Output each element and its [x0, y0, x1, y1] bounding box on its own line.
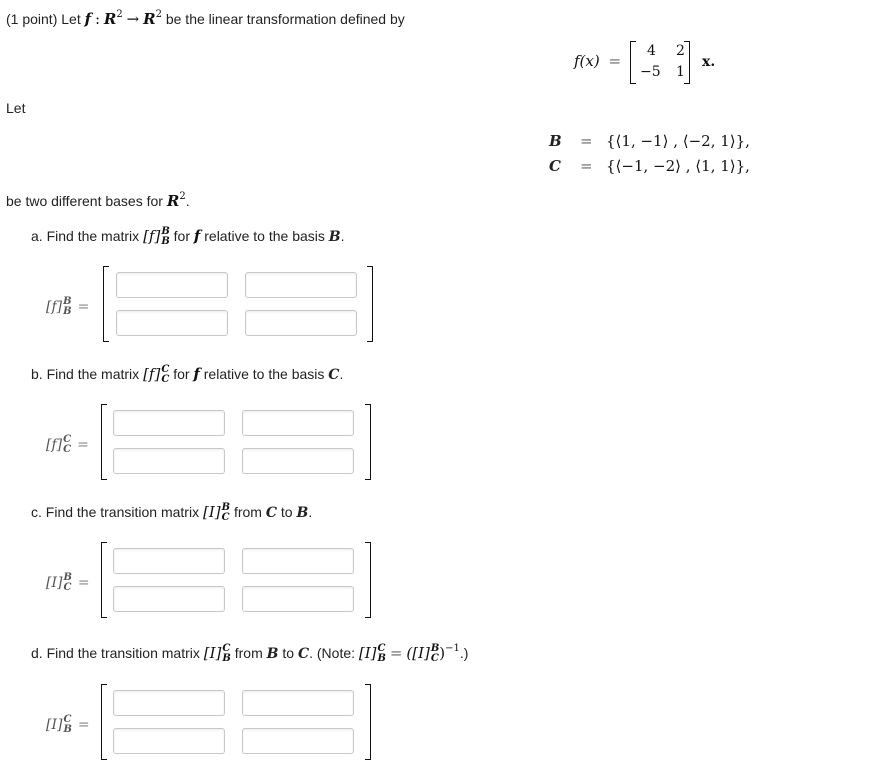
part-d-sub: B [222, 653, 231, 665]
definition-m11: 4 [647, 43, 656, 59]
part-b-letter: b. [31, 366, 43, 382]
part-b-text-after: relative to the basis [203, 366, 325, 382]
definition-eq: = [608, 52, 622, 70]
part-c-text-before: Find the transition matrix [45, 504, 200, 520]
part-d-question [31, 644, 468, 664]
part-d-text-mid: from [234, 645, 263, 661]
part-d-label-sym: [I] [46, 717, 63, 733]
part-b-text-before: Find the matrix [46, 366, 140, 382]
intro-arrow: → [126, 10, 140, 28]
part-d-input-r1c1[interactable] [113, 690, 225, 716]
intro-suffix: be the linear transformation defined by [165, 11, 405, 27]
part-d-input-r1c2[interactable] [242, 690, 354, 716]
definition-m12: 2 [676, 43, 685, 59]
part-c-input-r2c1[interactable] [113, 586, 225, 612]
part-a-f: f [193, 227, 201, 245]
basis-B-name: B [549, 132, 562, 150]
part-c-sub: C [221, 512, 230, 524]
part-a-label-eq: = [77, 299, 90, 315]
part-c-label-sub: C [63, 582, 72, 593]
intro-R1: R [103, 10, 117, 28]
bases-text-R: R [166, 192, 180, 210]
intro-prefix: (1 point) Let [6, 11, 81, 27]
part-d-note-lhs-sup: C [377, 643, 386, 655]
bases-text-prefix: be two different bases for [6, 193, 163, 209]
part-c-from: C [265, 505, 277, 521]
part-d-label-sub: B [63, 724, 72, 735]
part-d-letter: d. [31, 645, 43, 661]
bases-text-suffix: . [185, 193, 190, 209]
definition-lhs: f(x) [574, 52, 600, 70]
part-d-from: B [266, 646, 279, 662]
definition-rhs: x. [702, 54, 716, 70]
part-d-sup: C [222, 643, 231, 655]
part-a-matrix [103, 266, 373, 342]
part-b-bracket-left [101, 404, 107, 480]
bases-text [6, 192, 190, 210]
part-c-question [31, 503, 312, 523]
basis-B-value: {⟨1, −1⟩ , ⟨−2, 1⟩}, [606, 132, 750, 150]
part-b-sub: C [161, 374, 170, 386]
definition [574, 52, 625, 70]
part-d-input-r2c2[interactable] [242, 728, 354, 754]
part-b-matrix [101, 404, 371, 480]
part-c-text-mid: from [233, 504, 262, 520]
part-b-bracket-right [365, 404, 371, 480]
part-b-question [31, 365, 343, 385]
part-b-basis: C [328, 367, 340, 383]
part-c-label-sym: [I] [46, 575, 63, 591]
part-b-label-eq: = [77, 437, 89, 453]
part-a-input-r2c1[interactable] [116, 310, 228, 336]
part-c-letter: c. [31, 504, 42, 520]
part-a-label-sub: B [63, 306, 72, 317]
part-c-sym: [I] [202, 503, 221, 521]
part-d-label-supsub [63, 715, 71, 735]
part-a-label [46, 297, 89, 317]
part-c-bracket-left [101, 542, 107, 618]
part-b-input-r1c1[interactable] [113, 410, 225, 436]
part-a-letter: a. [31, 228, 43, 244]
part-b-input-r1c2[interactable] [242, 410, 354, 436]
part-c-matrix [101, 542, 371, 618]
part-b-label [46, 435, 89, 455]
part-a-bracket-right [367, 266, 373, 342]
definition-bracket-left [630, 41, 636, 84]
part-c-bracket-right [365, 542, 371, 618]
part-d-bracket-right [365, 684, 371, 760]
part-a-label-sym: [f] [46, 299, 63, 315]
definition-m21: −5 [640, 64, 661, 80]
part-a-input-r2c2[interactable] [245, 310, 357, 336]
part-b-text-mid: for [173, 366, 190, 382]
part-d-text-before: Find the transition matrix [46, 645, 200, 661]
part-c-label-sup: B [63, 572, 72, 583]
basis-C-value: {⟨−1, −2⟩ , ⟨1, 1⟩}, [606, 157, 750, 175]
part-b-label-sym: [f] [46, 437, 63, 453]
part-d-to: C [297, 646, 310, 662]
part-d-note-rhs-sub: C [430, 653, 439, 665]
part-c-to: B [296, 505, 309, 521]
part-d-note-lhs: [I] [358, 644, 377, 662]
intro-f: f [84, 10, 92, 28]
part-c-label-eq: = [77, 575, 90, 591]
part-c-input-r2c2[interactable] [242, 586, 354, 612]
part-d-label-eq: = [77, 717, 90, 733]
part-d-note-eq: = [389, 644, 403, 662]
basis-C-name: C [549, 157, 561, 175]
part-d-note-open: . (Note: [309, 645, 356, 661]
part-d-sym: [I] [203, 644, 222, 662]
part-d-note-close: .) [459, 645, 469, 661]
definition-matrix [630, 41, 690, 84]
part-b-input-r2c2[interactable] [242, 448, 354, 474]
part-d-label-sup: C [63, 714, 72, 725]
let-text: Let [6, 100, 26, 116]
part-b-input-r2c1[interactable] [113, 448, 225, 474]
intro-colon: : [94, 10, 101, 28]
part-c-label [46, 573, 90, 593]
part-d-matrix [101, 684, 371, 760]
part-a-input-r1c2[interactable] [245, 272, 357, 298]
part-d-note-rhs-sup: B [430, 643, 440, 655]
part-a-bracket-left [103, 266, 109, 342]
part-a-sym: [f] [143, 227, 161, 245]
definition-m22: 1 [676, 64, 685, 80]
part-d-supsub [222, 644, 230, 664]
part-b-f: f [193, 365, 200, 383]
part-a-sub: B [161, 236, 170, 248]
part-d-note-lhs-supsub [378, 644, 386, 664]
part-d-note-rhs: ([I] [406, 644, 430, 662]
part-c-input-r1c2[interactable] [242, 548, 354, 574]
bases-text-exp: 2 [179, 191, 186, 202]
part-b-sup: C [161, 364, 170, 376]
basis-B-eq: = [580, 132, 593, 150]
part-c-sup: B [221, 502, 231, 514]
part-b-sym: [f] [143, 365, 161, 383]
part-a-text-mid: for [173, 228, 191, 244]
part-b-supsub [161, 365, 169, 385]
part-a-label-sup: B [63, 296, 72, 307]
part-d-to-word: to [282, 645, 295, 661]
part-d-input-r2c1[interactable] [113, 728, 225, 754]
part-c-to-word: to [280, 504, 293, 520]
part-c-supsub [222, 503, 230, 523]
intro-R1-exp: 2 [116, 9, 123, 20]
part-a-text-before: Find the matrix [46, 228, 140, 244]
part-d-bracket-left [101, 684, 107, 760]
part-a-input-r1c1[interactable] [116, 272, 228, 298]
part-b-label-supsub [63, 435, 71, 455]
part-a-supsub [161, 227, 169, 247]
part-b-label-sub: C [63, 444, 72, 455]
part-c-input-r1c1[interactable] [113, 548, 225, 574]
part-a-text-after: relative to the basis [204, 228, 325, 244]
part-a-sup: B [161, 226, 170, 238]
part-d-note-exp: −1 [445, 643, 460, 654]
part-a-question [31, 227, 345, 247]
part-b-end: . [339, 366, 344, 382]
problem-intro [6, 10, 405, 28]
basis-C-eq: = [580, 157, 593, 175]
part-d-note-rhs-close: ) [439, 644, 446, 662]
part-a-label-supsub [63, 297, 71, 317]
part-b-label-sup: C [63, 434, 72, 445]
part-a-basis: B [328, 229, 341, 245]
intro-R2: R [143, 10, 156, 28]
part-a-end: . [340, 228, 345, 244]
part-c-label-supsub [63, 573, 71, 593]
intro-R2-exp: 2 [155, 9, 162, 20]
part-d-label [46, 715, 90, 735]
part-d-note-lhs-sub: B [377, 653, 386, 665]
part-c-end: . [308, 504, 313, 520]
